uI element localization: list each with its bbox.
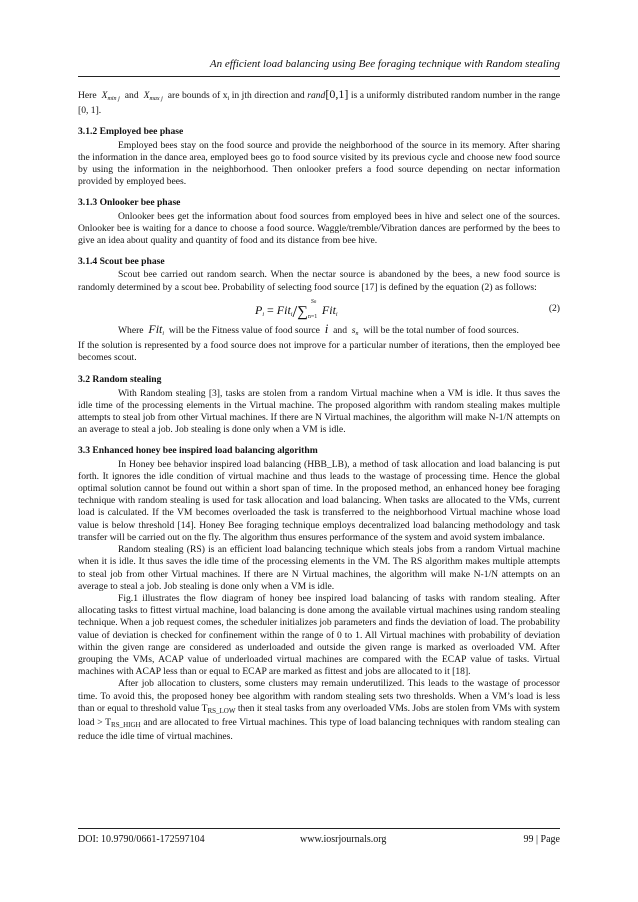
rand-symbol: rand[0,1] — [307, 87, 349, 101]
equation-2 — [78, 296, 560, 320]
intro-bounds-sub: i — [227, 96, 230, 102]
where-clause: Where Fit$_i$ will be the Fitness value of food source i and $s_n$ will be the total number of food sources. — [118, 320, 519, 337]
after-equation-text: If the solution is represented by a food source does not improve for a particular number of iterations, then the employed bee becomes scout. — [78, 340, 560, 364]
intro-bounds-text: are bounds of x — [167, 90, 228, 101]
section-3-3-paragraph-3: Fig.1 illustrates the flow diagram of honey bee inspired load balancing of tasks with random stealing. After allocating tasks to fittest virtual machine, load balancing is done among the available virtual machines using random stealing technique. When a job request comes, the scheduler initializes job parameters and finds the deviation of load. The probability value of deviation is checked for confinement within the range of 0 to 1. All Virtual machines with probability of deviation within the given range are considered as underloaded and outside the given range is marked as overloaded VM. After grouping the VMs, ACAP value of underloaded virtual machines are compared with the ECAP value of tasks. Virtual machines with ACAP less than or equal to ECAP are marked as fittest and jobs are allocated to it [18]. — [78, 592, 560, 678]
section-3-2-text: With Random stealing [3], tasks are stolen from a random Virtual machine when a VM is idle. It thus saves the idle time of the processing elements in the Virtual machine. The proposed algorithm with random stealing makes multiple attempts to steal job from other Virtual machines. If there are N Virtual machines, the algorithm will make N-1/N attempts on an average to steal a job. Job stealing is done only when a VM is idle. — [78, 387, 560, 436]
section-3-1-2-text: Employed bees stay on the food source and provide the neighborhood of the source in its memory. After sharing the information in the dance area, employed bees go to food source visited by its previous cycle and choose new food source by using the information in the neighborhood. Then onlooker prefers a food source depending on nectar information provided by employed bees. — [78, 139, 560, 188]
section-3-1-2-heading: 3.1.2 Employed bee phase — [78, 126, 184, 138]
footer-page-number: 99 | Page — [523, 834, 560, 845]
intro-bounds-tail: in jth direction and — [231, 90, 305, 101]
footer-journal-site[interactable]: www.iosrjournals.org — [300, 834, 387, 845]
section-3-3-paragraph-1: In Honey bee behavior inspired load balancing (HBB_LB), a method of task allocation and load balancing is put forth. It ignores the idle condition of virtual machine and thus leads to the wastage of processing time. Hence the global optimal solution cannot be found out within a short span of time. In the proposed method, an enhanced honey bee foraging technique with random stealing is used for task allocation and load balancing. When tasks are allocated to the VMs, current load is calculated. If the VM becomes overloaded the task is transferred to the neighborhood Virtual machine whose load value is below threshold [14]. Honey Bee foraging technique employs decentralized load balancing methodology and task transfer will be carried out on the fly. The algorithm thus ensures performance of the system and avoid system imbalance. — [78, 458, 560, 543]
section-3-3-paragraph-4: After job allocation to clusters, some clusters may remain underutilized. This leads to the wastage of processor time. To avoid this, the proposed honey bee algorithm with random stealing sets two thresholds. When a VM’s load is less than or equal to threshold value $T_{RS\_LOW}$ then it steal tasks from any overloaded VMs. Jobs are stolen from VMs with system load > $T_{RS\_HIGH}$ and are allocated to free Virtual machines. This type of load balancing techniques with random stealing can reduce the idle time of virtual machines. — [78, 678, 561, 743]
xmin-symbol: $X_{min j}$ — [101, 90, 120, 102]
section-3-3-paragraph-2: Random stealing (RS) is an efficient load balancing technique which steals jobs from a random Virtual machine when it is idle. It thus saves the idle time of the processing elements in the VM. The RS algorithm makes multiple attempts to steal job from other Virtual machines. If there are N Virtual machines, the algorithm will make N-1/N attempts on an average to steal a job. Job stealing is done only when a VM is idle. — [78, 544, 560, 592]
equation-number: (2) — [548, 302, 560, 314]
intro-rand-tail: is a uniformly distributed random number in the range [0, 1]. — [78, 90, 561, 117]
section-3-1-3-heading: 3.1.3 Onlooker bee phase — [78, 197, 181, 209]
footer-rule — [78, 828, 560, 829]
section-3-3-heading: 3.3 Enhanced honey bee inspired load balancing algorithm — [78, 445, 318, 457]
section-3-1-4-text: Scout bee carried out random search. When the nectar source is abandoned by the bees, a new food source is randomly determined by a scout bee. Probability of selecting food source [17] is defined by the equation (2) as follows: — [78, 269, 560, 293]
body-content — [78, 88, 560, 743]
running-header-title: An efficient load balancing using Bee foraging technique with Random stealing — [209, 58, 560, 70]
equation-body: $P_i = Fit_i/\sum$ Sn n=1 Fit$_i$ — [255, 298, 338, 321]
xmax-symbol: $X_{max j}$ — [143, 90, 163, 102]
section-3-1-3-text: Onlooker bees get the information about food sources from employed bees in hive and select one of the sources. Onlooker bee is waiting for a dance to choose a food source. Waggle/tremble/Vibration dances are performed by the bees to give an idea about quality and quantity of food and its distance from bee hive. — [78, 210, 560, 247]
footer-doi: DOI: 10.9790/0661-172597104 — [78, 834, 205, 845]
section-3-2-heading: 3.2 Random stealing — [78, 374, 162, 386]
section-3-1-4-heading: 3.1.4 Scout bee phase — [78, 256, 165, 268]
intro-and: and — [124, 90, 139, 101]
header-rule — [78, 76, 560, 77]
intro-paragraph — [78, 88, 560, 117]
intro-here: Here — [78, 90, 97, 101]
